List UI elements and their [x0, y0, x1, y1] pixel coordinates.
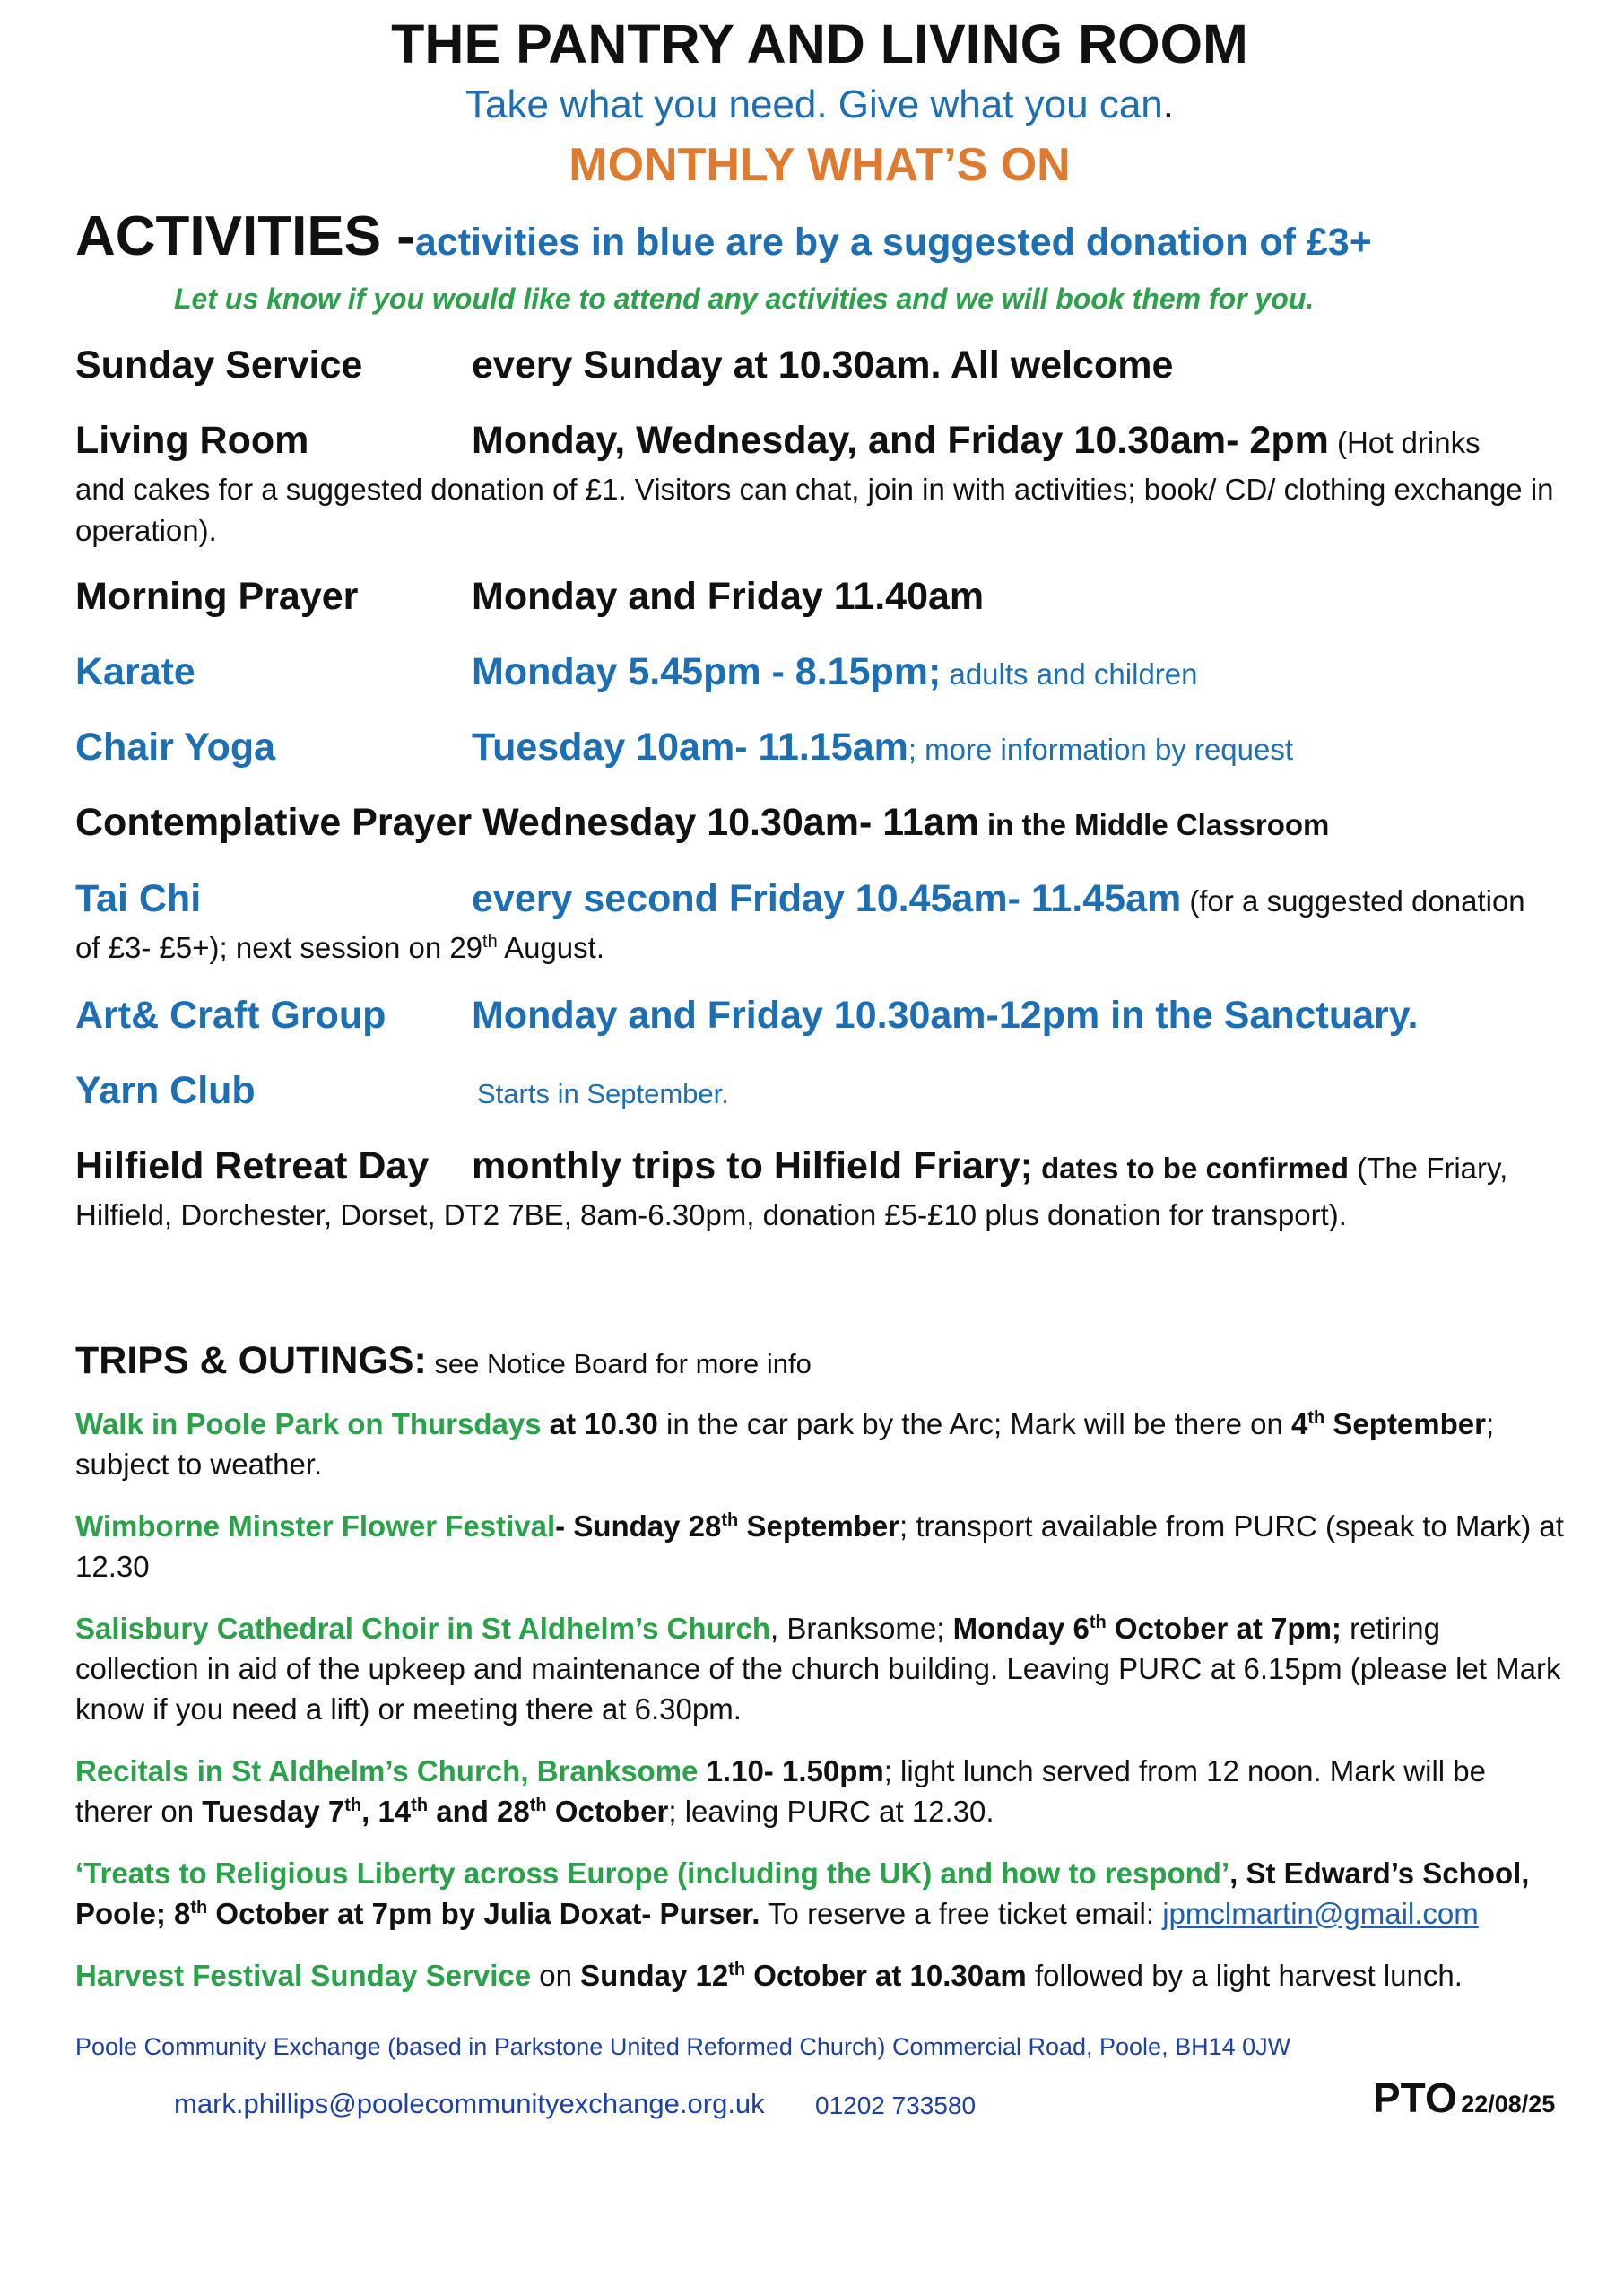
- activity-note: adults and children: [941, 657, 1198, 691]
- activity-time: [472, 877, 1525, 921]
- trip-date-detail: October at 10.30am: [745, 1959, 1027, 1992]
- activity-time: [472, 419, 1481, 463]
- trip-religious-liberty: [75, 1853, 1564, 1934]
- activities-heading: [75, 204, 1372, 268]
- trips-title: TRIPS & OUTINGS:: [75, 1339, 427, 1382]
- trip-date-day: 8: [174, 1897, 191, 1930]
- trip-text-end: followed by a light harvest lunch.: [1026, 1959, 1463, 1992]
- activity-note: (for a suggested donation: [1181, 884, 1525, 918]
- activity-note-bold: dates to be confirmed: [1032, 1152, 1358, 1185]
- trip-date-month: October: [546, 1795, 669, 1828]
- ordinal-suffix: th: [728, 1960, 746, 1979]
- trips-note: see Notice Board for more info: [426, 1348, 812, 1379]
- pto-marker: [1373, 2074, 1555, 2122]
- trip-place: , St Edward’s School, Poole;: [75, 1857, 1530, 1930]
- trip-date-1: Tuesday 7: [202, 1795, 345, 1828]
- trip-text-end: ; subject to weather.: [75, 1407, 1495, 1481]
- trip-date: [573, 1509, 899, 1543]
- trip-title: Salisbury Cathedral Choir in St Aldhelm’s Church: [75, 1612, 771, 1645]
- activity-time: [472, 650, 1198, 694]
- activity-contemplative-prayer: [75, 801, 1564, 845]
- monthly-heading: MONTHLY WHAT’S ON: [569, 139, 1071, 191]
- trip-text: on: [531, 1959, 581, 1992]
- activities-title: ACTIVITIES -: [75, 205, 415, 267]
- trip-dates: [202, 1795, 668, 1828]
- trip-harvest-festival: [75, 1955, 1564, 1996]
- trip-dash: -: [555, 1509, 574, 1543]
- activity-note: (The Friary,: [1357, 1152, 1508, 1185]
- footer-phone: 01202 733580: [815, 2092, 977, 2119]
- activity-name: Art& Craft Group: [75, 994, 386, 1037]
- activity-description: Hilfield, Dorchester, Dorset, DT2 7BE, 8am-6.30pm, donation £5-£10 plus donation for transport).: [75, 1198, 1347, 1231]
- ticket-email-link[interactable]: jpmclmartin@gmail.com: [1162, 1897, 1479, 1930]
- ordinal-suffix: th: [190, 1898, 208, 1918]
- activity-note: (Hot drinks: [1328, 426, 1481, 459]
- trip-recitals: [75, 1751, 1564, 1831]
- tagline-text: Take what you need. Give what you can: [465, 83, 1163, 126]
- trip-title: Wimborne Minster Flower Festival: [75, 1509, 556, 1543]
- pto-text: PTO: [1373, 2074, 1457, 2121]
- trip-date: [1291, 1407, 1486, 1440]
- activity-time: Monday and Friday 10.30am-12pm in the Sanctuary.: [472, 994, 1419, 1037]
- trip-date-2: , 14: [361, 1795, 412, 1828]
- trip-salisbury-choir: [75, 1608, 1564, 1729]
- activity-name: Yarn Club: [75, 1069, 256, 1112]
- trip-text: To reserve a free ticket email:: [760, 1897, 1163, 1930]
- activity-name: Contemplative Prayer: [75, 801, 473, 844]
- trip-date: [953, 1612, 1342, 1645]
- trip-date-day: Sunday 12: [580, 1959, 729, 1992]
- trip-date-3: and 28: [428, 1795, 530, 1828]
- ordinal-suffix: th: [344, 1796, 362, 1815]
- trip-text: ; light lunch served from 12 noon. Mark will be therer on: [75, 1754, 1486, 1828]
- activity-name: Living Room: [75, 419, 309, 462]
- trips-heading: [75, 1339, 812, 1383]
- footer-email[interactable]: mark.phillips@poolecommunityexchange.org.uk: [174, 2088, 765, 2119]
- trip-date-month: September: [1324, 1407, 1486, 1440]
- trip-text: ; transport available from PURC (speak to Mark) at 12.30: [75, 1509, 1564, 1583]
- trip-date-day: 4: [1291, 1407, 1308, 1440]
- activity-description-text: of £3- £5+); next session on 29: [75, 931, 483, 964]
- tagline: [75, 83, 1564, 127]
- trip-title: ‘Treats to Religious Liberty across Europe (including the UK) and how to respond’: [75, 1857, 1230, 1890]
- footer-address: Poole Community Exchange (based in Parkstone United Reformed Church) Commercial Road, Poole, BH14 0JW: [75, 2033, 1291, 2060]
- trip-text: in the car park by the Arc; Mark will be there on: [657, 1407, 1291, 1440]
- booking-note: Let us know if you would like to attend any activities and we will book them for you.: [174, 283, 1315, 315]
- activity-time: [472, 1144, 1507, 1188]
- trip-date-day: Monday 6: [952, 1612, 1090, 1645]
- activity-line: [75, 801, 1329, 844]
- activity-name: Karate: [75, 650, 195, 693]
- trip-title: Walk in Poole Park on Thursdays: [75, 1407, 542, 1440]
- trip-title: Recitals in St Aldhelm’s Church, Branksome: [75, 1754, 699, 1787]
- trip-wimborne: [75, 1506, 1564, 1587]
- trip-time: 1.10- 1.50pm: [698, 1754, 884, 1787]
- trip-walk-poole-park: [75, 1404, 1564, 1484]
- ordinal-suffix: th: [529, 1796, 547, 1815]
- activity-time: Monday and Friday 11.40am: [472, 575, 985, 618]
- trip-date-month: September: [738, 1509, 900, 1543]
- activity-time: Starts in September.: [477, 1078, 729, 1109]
- tagline-period: .: [1162, 83, 1175, 126]
- activity-name: Morning Prayer: [75, 575, 359, 618]
- activity-name: Chair Yoga: [75, 726, 276, 769]
- ordinal-suffix: th: [482, 932, 498, 952]
- trip-date: [174, 1897, 760, 1930]
- trip-text: retiring collection in aid of the upkeep and maintenance of the church building. Leaving PURC at 6.15pm (please let Mark know if you need a lift) or meeting there at 6.30pm.: [75, 1612, 1561, 1726]
- ordinal-suffix: th: [1307, 1408, 1325, 1428]
- activity-name: Hilfield Retreat Day: [75, 1144, 430, 1187]
- trip-date-detail: October at 7pm by Julia Doxat- Purser.: [207, 1897, 760, 1930]
- page-title: THE PANTRY AND LIVING ROOM: [391, 13, 1248, 74]
- activity-time-text: Monday, Wednesday, and Friday 10.30am- 2pm: [472, 419, 1329, 462]
- activity-time: [472, 726, 1293, 770]
- activities-donation-note: activities in blue are by a suggested donation of £3+: [414, 221, 1372, 264]
- activity-time-text: Wednesday 10.30am- 11am: [482, 801, 979, 844]
- ordinal-suffix: th: [721, 1510, 739, 1530]
- activity-name: Sunday Service: [75, 344, 363, 387]
- issue-date: 22/08/25: [1461, 2091, 1556, 2118]
- ordinal-suffix: th: [1089, 1613, 1107, 1632]
- activity-time-text: Tuesday 10am- 11.15am: [472, 726, 908, 769]
- activity-note: ; more information by request: [908, 733, 1294, 766]
- trip-date: [580, 1959, 1027, 1992]
- activity-note: in the Middle Classroom: [978, 808, 1330, 841]
- trip-date-month: October at 7pm;: [1106, 1612, 1342, 1645]
- activity-description-end: August.: [497, 931, 604, 964]
- trip-text-end: ; leaving PURC at 12.30.: [668, 1795, 994, 1828]
- activity-time-text: Monday 5.45pm - 8.15pm;: [472, 650, 942, 693]
- trip-title: Harvest Festival Sunday Service: [75, 1959, 532, 1992]
- activity-time-text: monthly trips to Hilfield Friary;: [472, 1144, 1033, 1187]
- activity-name: Tai Chi: [75, 877, 202, 920]
- activity-description: [75, 927, 1564, 969]
- trip-time: at 10.30: [541, 1407, 658, 1440]
- ordinal-suffix: th: [411, 1796, 429, 1815]
- activity-time: every Sunday at 10.30am. All welcome: [472, 344, 1174, 387]
- trip-place: , Branksome;: [770, 1612, 953, 1645]
- activity-description: and cakes for a suggested donation of £1. Visitors can chat, join in with activities; book/ CD/ clothing exchange in operation).: [75, 473, 1554, 547]
- activity-time-text: every second Friday 10.45am- 11.45am: [472, 877, 1182, 920]
- trip-date-day: Sunday 28: [573, 1509, 722, 1543]
